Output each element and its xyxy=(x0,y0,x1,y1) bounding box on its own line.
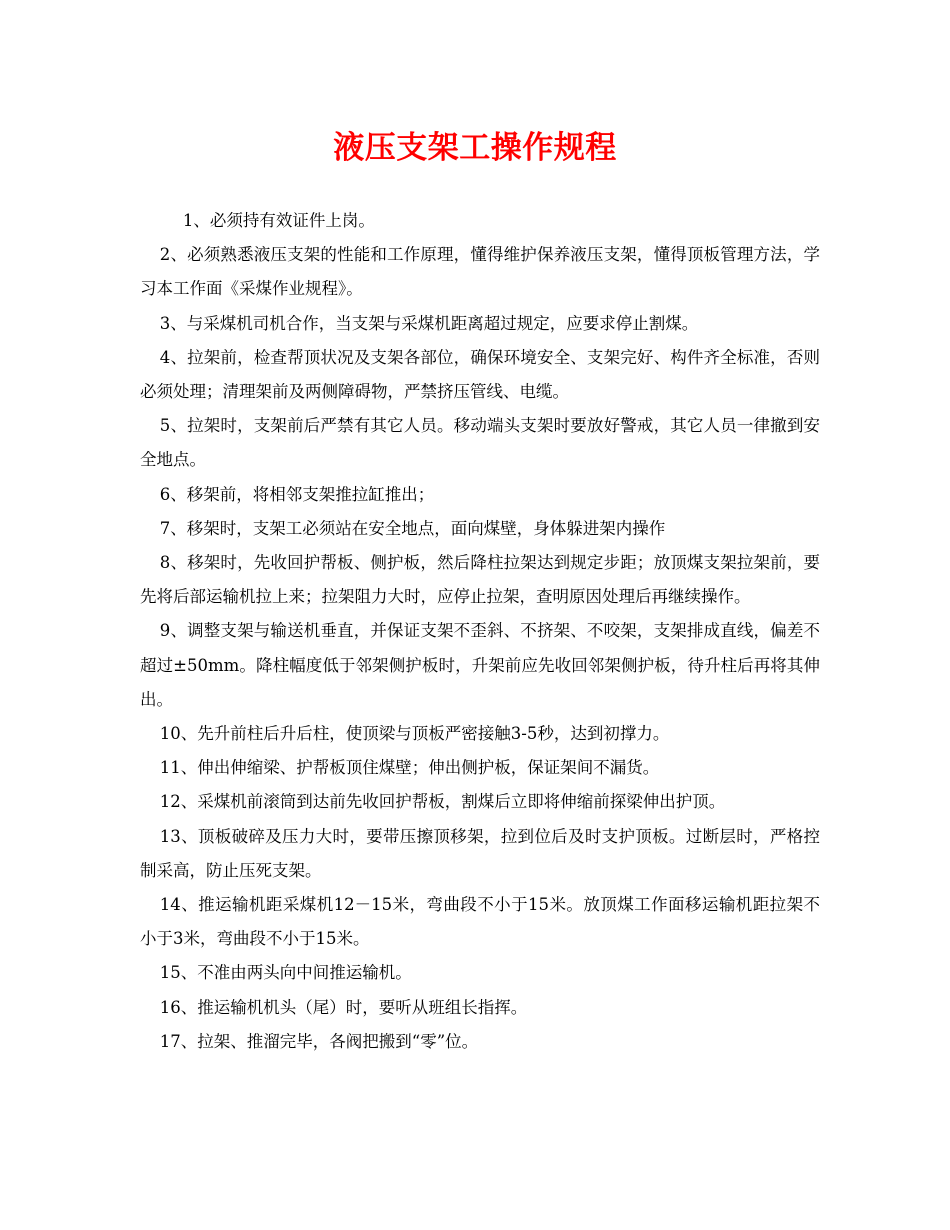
rule-paragraph-7: 7、移架时，支架工必须站在安全地点，面向煤壁，身体躲进架内操作 xyxy=(159,518,666,538)
rule-paragraph-4: 4、拉架前，检查帮顶状况及支架各部位，确保环境安全、支架完好、构件齐全标准，否则必须处理；清理架前及两侧障碍物，严禁挤压管线、电缆。 xyxy=(140,347,820,402)
rule-paragraph-2: 2、必须熟悉液压支架的性能和工作原理，懂得维护保养液压支架，懂得顶板管理方法，学习本工作面《采煤作业规程》。 xyxy=(140,245,820,299)
document-title: 液压支架工操作规程 xyxy=(333,130,617,166)
rule-paragraph-17: 17、拉架、推溜完毕，各阀把搬到“零”位。 xyxy=(159,1031,479,1051)
rule-paragraph-11: 11、伸出伸缩梁、护帮板顶住煤壁；伸出侧护板，保证架间不漏货。 xyxy=(159,758,660,778)
rule-paragraph-15: 15、不准由两头向中间推运输机。 xyxy=(159,963,412,983)
document-body xyxy=(140,204,820,1059)
rule-paragraph-12: 12、采煤机前滚筒到达前先收回护帮板，割煤后立即将伸缩前探梁伸出护顶。 xyxy=(159,792,726,812)
rule-paragraph-9: 9、调整支架与输送机垂直，并保证支架不歪斜、不挤架、不咬架，支架排成直线，偏差不超过±50mm。降柱幅度低于邻架侧护板时，升架前应先收回邻架侧护板，待升柱后再将其伸出。 xyxy=(140,621,820,709)
rule-paragraph-8: 8、移架时，先收回护帮板、侧护板，然后降柱拉架达到规定步距；放顶煤支架拉架前，要先将后部运输机拉上来；拉架阻力大时，应停止拉架，查明原因处理后再继续操作。 xyxy=(140,553,820,607)
rule-paragraph-3: 3、与采煤机司机合作，当支架与采煤机距离超过规定，应要求停止割煤。 xyxy=(159,313,699,333)
rule-paragraph-6: 6、移架前，将相邻支架推拉缸推出； xyxy=(159,484,435,504)
rule-paragraph-14: 14、推运输机距采煤机12－15米，弯曲段不小于15米。放顶煤工作面移运输机距拉架不小于3米，弯曲段不小于15米。 xyxy=(140,895,820,949)
rule-paragraph-5: 5、拉架时，支架前后严禁有其它人员。移动端头支架时要放好警戒，其它人员一律撤到安全地点。 xyxy=(140,416,820,470)
rule-paragraph-16: 16、推运输机机头（尾）时，要听从班组长指挥。 xyxy=(159,997,528,1017)
rule-paragraph-10: 10、先升前柱后升后柱，使顶梁与顶板严密接触3-5秒，达到初撑力。 xyxy=(159,724,670,744)
rule-paragraph-1: 1、必须持有效证件上岗。 xyxy=(182,211,375,230)
rule-paragraph-13: 13、顶板破碎及压力大时，要带压擦顶移架，拉到位后及时支护顶板。过断层时，严格控制采高，防止压死支架。 xyxy=(140,826,820,880)
